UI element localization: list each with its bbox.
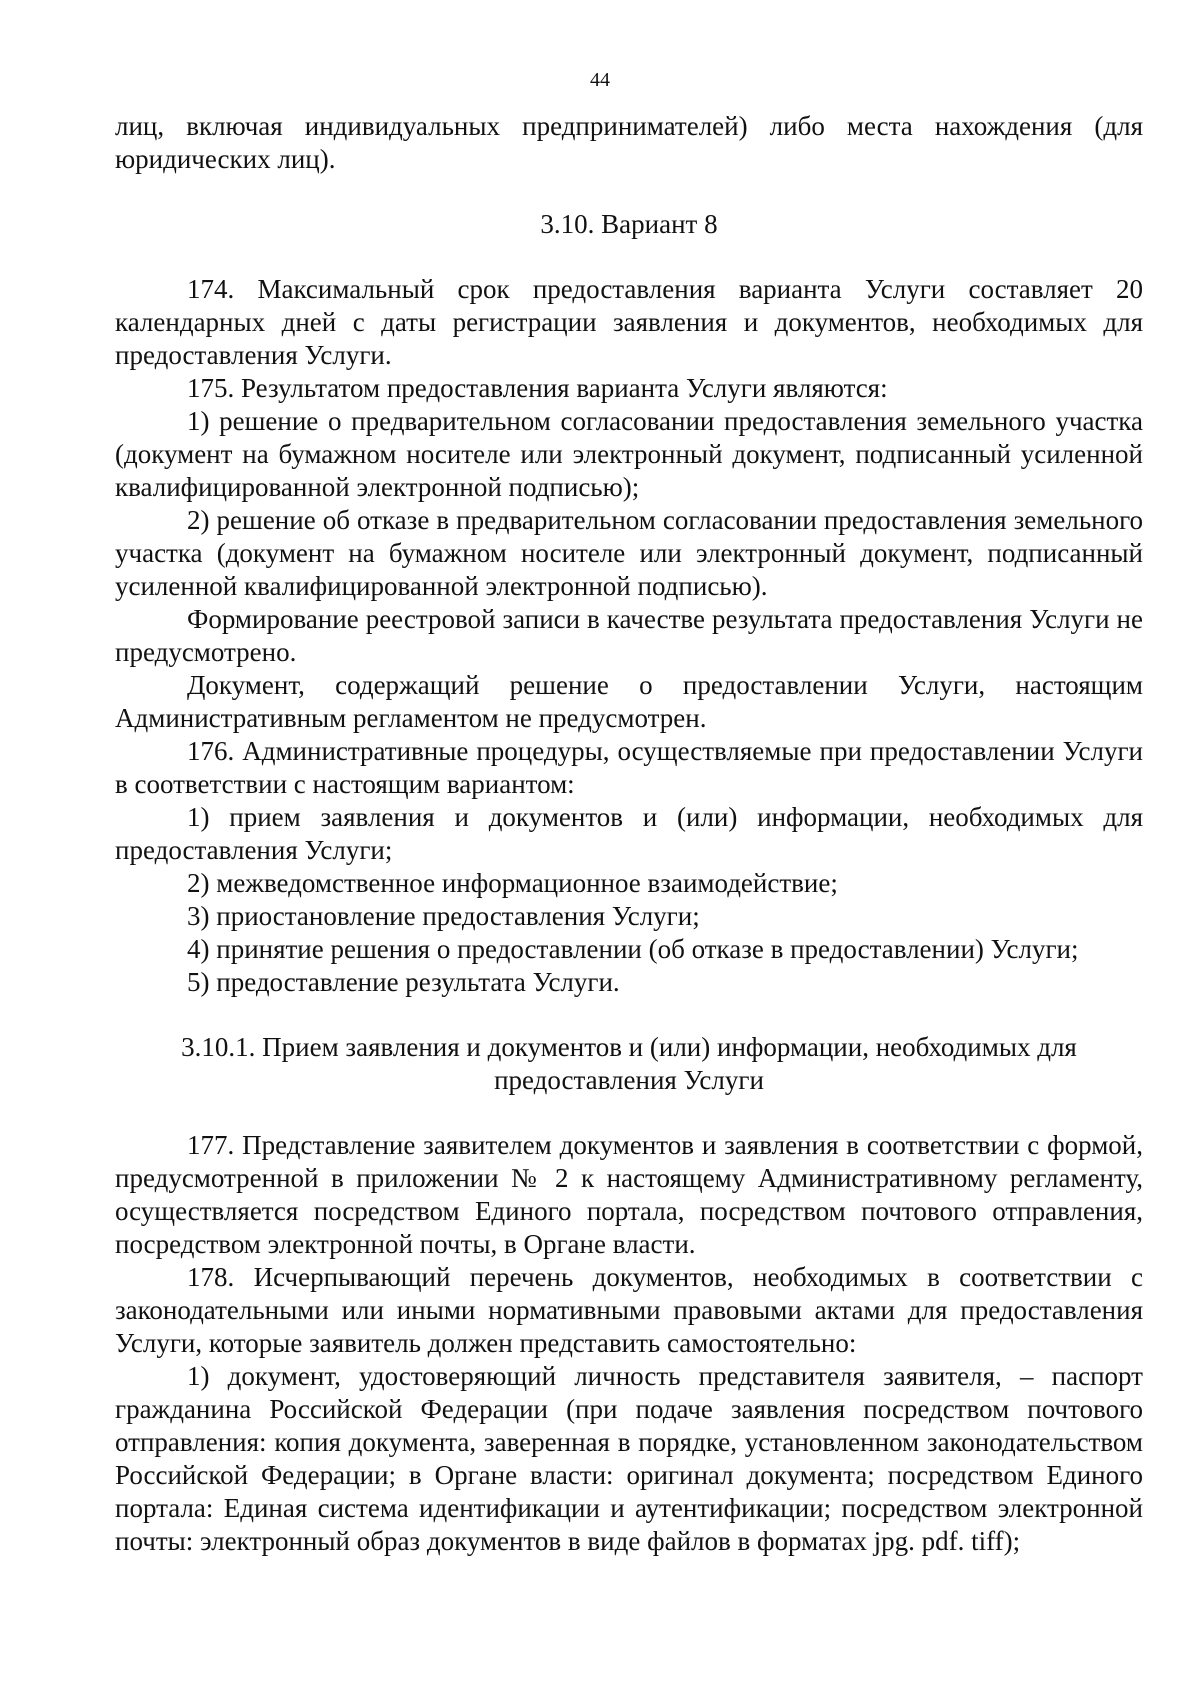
subsection-heading xyxy=(115,1031,1143,1097)
subsection-heading-line-1: 3.10.1. Прием заявления и документов и (или) информации, необходимых для xyxy=(181,1032,1077,1062)
intro-paragraph: лиц, включая индивидуальных предпринимателей) либо места нахождения (для юридических лиц). xyxy=(115,111,1143,174)
paragraph-178: 178. Исчерпывающий перечень документов, необходимых в соответствии с законодательными или иными нормативными правовыми актами для предоставления Услуги, которые заявитель должен представить самостоятельно: xyxy=(115,1262,1143,1358)
list-item-175-1: 1) решение о предварительном согласовании предоставления земельного участка (документ на бумажном носителе или электронный документ, подписанный усиленной квалифицированной электронной подписью); xyxy=(115,406,1143,502)
paragraph-document: Документ, содержащий решение о предоставлении Услуги, настоящим Административным регламентом не предусмотрен. xyxy=(115,670,1143,733)
paragraph-registry: Формирование реестровой записи в качестве результата предоставления Услуги не предусмотрено. xyxy=(115,604,1143,667)
list-item-176-1: 1) прием заявления и документов и (или) информации, необходимых для предоставления Услуги; xyxy=(115,802,1143,865)
list-item-175-2: 2) решение об отказе в предварительном согласовании предоставления земельного участка (документ на бумажном носителе или электронный документ, подписанный усиленной квалифицированной электронной подписью). xyxy=(115,505,1143,601)
document-body xyxy=(115,110,1143,1558)
paragraph-175: 175. Результатом предоставления варианта Услуги являются: xyxy=(187,373,888,403)
list-item-176-5: 5) предоставление результата Услуги. xyxy=(187,967,620,997)
list-item-176-4: 4) принятие решения о предоставлении (об отказе в предоставлении) Услуги; xyxy=(187,934,1079,964)
paragraph-174: 174. Максимальный срок предоставления варианта Услуги составляет 20 календарных дней с даты регистрации заявления и документов, необходимых для предоставления Услуги. xyxy=(115,274,1143,370)
list-item-176-2: 2) межведомственное информационное взаимодействие; xyxy=(187,868,838,898)
list-item-176-3: 3) приостановление предоставления Услуги; xyxy=(187,901,700,931)
list-item-178-1: 1) документ, удостоверяющий личность представителя заявителя, – паспорт гражданина Российской Федерации (при подаче заявления посредством почтового отправления: копия документа, заверенная в порядке, установленном законодательством Российской Федерации; в Органе власти: оригинал документа; посредством Единого портала: Единая система идентификации и аутентификации; посредством электронной почты: электронный образ документов в виде файлов в форматах jpg. pdf. tiff); xyxy=(115,1361,1143,1556)
paragraph-177: 177. Представление заявителем документов и заявления в соответствии с формой, предусмотренной в приложении № 2 к настоящему Административному регламенту, осуществляется посредством Единого портала, посредством почтового отправления, посредством электронной почты, в Органе власти. xyxy=(115,1130,1143,1259)
page-number: 44 xyxy=(590,69,610,91)
subsection-heading-line-2: предоставления Услуги xyxy=(494,1065,764,1095)
paragraph-176: 176. Административные процедуры, осуществляемые при предоставлении Услуги в соответствии с настоящим вариантом: xyxy=(115,736,1143,799)
section-heading: 3.10. Вариант 8 xyxy=(540,209,718,239)
